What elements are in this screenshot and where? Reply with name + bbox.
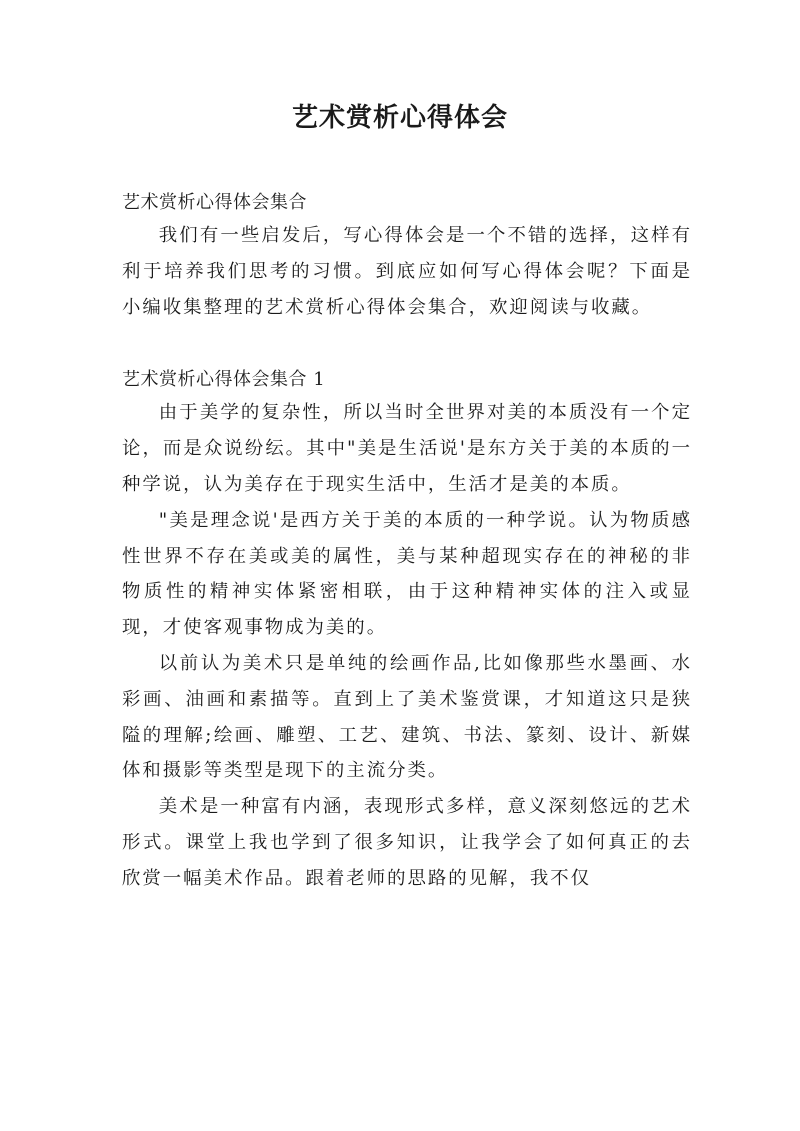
document-body (122, 188, 692, 897)
body-paragraph-1: 由于美学的复杂性，所以当时全世界对美的本质没有一个定论，而是众说纷纭。其中"美是生活说'是东方关于美的本质的一种学说，认为美存在于现实生活中，生活才是美的本质。 (122, 402, 692, 495)
body-paragraph-4: 美术是一种富有内涵，表现形式多样，意义深刻悠远的艺术形式。课堂上我也学到了很多知识，让我学会了如何真正的去欣赏一幅美术作品。跟着老师的思路的见解，我不仅 (122, 796, 692, 889)
section-heading-1: 艺术赏析心得体会集合 (122, 192, 307, 213)
body-paragraph-3: 以前认为美术只是单纯的绘画作品,比如像那些水墨画、水彩画、油画和素描等。直到上了美术鉴赏课，才知道这只是狭隘的理解;绘画、雕塑、工艺、建筑、书法、篆刻、设计、新媒体和摄影等类型是现下的主流分类。 (122, 652, 692, 782)
document-title: 艺术赏析心得体会 (291, 103, 508, 133)
section-spacer (122, 325, 692, 365)
intro-paragraph: 我们有一些启发后，写心得体会是一个不错的选择，这样有利于培养我们思考的习惯。到底应如何写心得体会呢？下面是小编收集整理的艺术赏析心得体会集合，欢迎阅读与收藏。 (122, 225, 692, 318)
section-heading-2: 艺术赏析心得体会集合 1 (122, 369, 326, 391)
body-paragraph-2: "美是理念说'是西方关于美的本质的一种学说。认为物质感性世界不存在美或美的属性，美与某种超现实存在的神秘的非物质性的精神实体紧密相联，由于这种精神实体的注入或显现，才使客观事物成为美的。 (122, 509, 692, 639)
